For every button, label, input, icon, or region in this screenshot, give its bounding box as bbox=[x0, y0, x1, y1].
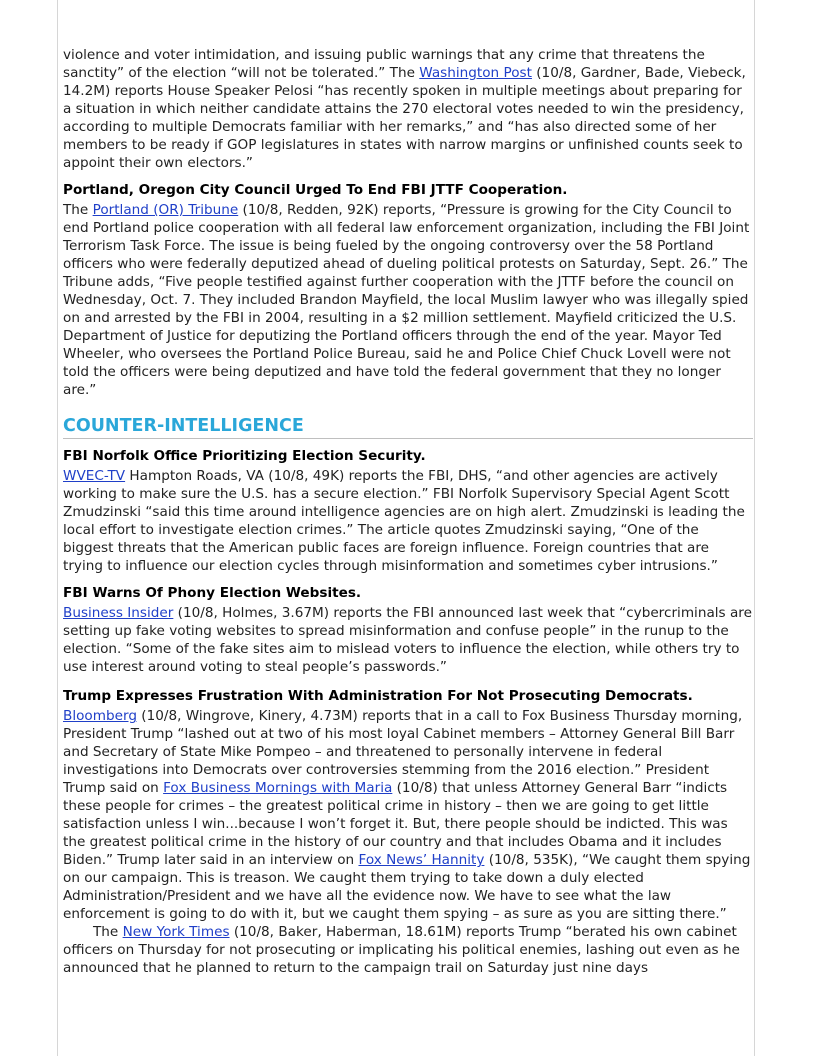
hannity-link[interactable]: Fox News’ Hannity bbox=[358, 852, 485, 868]
document-body bbox=[63, 46, 753, 977]
nyt-paragraph: The New York Times (10/8, Baker, Haberman, 18.61M) reports Trump “berated his own cabinet officers on Thursday for not prosecuting or implicating his political enemies, lashing out even as he announced that he planned to return to the campaign trail on Saturday just nine days bbox=[63, 924, 740, 976]
norfolk-headline: FBI Norfolk Office Prioritizing Election Security. bbox=[63, 448, 426, 464]
trump-headline: Trump Expresses Frustration With Administration For Not Prosecuting Democrats. bbox=[63, 688, 693, 704]
portland-tribune-link[interactable]: Portland (OR) Tribune bbox=[92, 202, 239, 218]
business-insider-link[interactable]: Business Insider bbox=[63, 605, 174, 621]
phony-headline: FBI Warns Of Phony Election Websites. bbox=[63, 585, 362, 601]
section-heading-counter-intelligence: COUNTER-INTELLIGENCE bbox=[63, 415, 753, 439]
fox-business-link[interactable]: Fox Business Mornings with Maria bbox=[163, 780, 393, 796]
norfolk-paragraph: WVEC-TV Hampton Roads, VA (10/8, 49K) reports the FBI, DHS, “and other agencies are actively working to make sure the U.S. has a secure election.” FBI Norfolk Supervisory Special Agent Scott Zmudzinski “said this time around intelligence agencies are on high alert. Zmudzinski is leading the local effort to investigate election crimes.” The article quotes Zmudzinski saying, “One of the biggest threats that the American public faces are foreign influence. Foreign countries that are trying to influence our election cycles through misinformation and sometimes cyber intrusions.” bbox=[63, 468, 745, 574]
intro-paragraph: violence and voter intimidation, and issuing public warnings that any crime that threatens the sanctity” of the election “will not be tolerated.” The Washington Post (10/8, Gardner, Bade, Viebeck, 14.2M) reports House Speaker Pelosi “has recently spoken in multiple meetings about preparing for a situation in which neither candidate attains the 270 electoral votes needed to win the presidency, according to multiple Democrats familiar with her remarks,” and “has also directed some of her members to be ready if GOP legislatures in states with narrow margins or unfinished counts seek to appoint their own electors.” bbox=[63, 47, 746, 171]
washington-post-link[interactable]: Washington Post bbox=[419, 65, 532, 81]
portland-headline: Portland, Oregon City Council Urged To End FBI JTTF Cooperation. bbox=[63, 182, 568, 198]
new-york-times-link[interactable]: New York Times bbox=[122, 924, 230, 940]
phony-paragraph: Business Insider (10/8, Holmes, 3.67M) reports the FBI announced last week that “cybercriminals are setting up fake voting websites to spread misinformation and confuse people” in the runup to the election. “Some of the fake sites aim to mislead voters to influence the election, while others try to use interest around voting to steal people’s passwords.” bbox=[63, 605, 752, 675]
wvec-tv-link[interactable]: WVEC-TV bbox=[63, 468, 126, 484]
portland-paragraph: The Portland (OR) Tribune (10/8, Redden, 92K) reports, “Pressure is growing for the City Council to end Portland police cooperation with all federal law enforcement organization, including the FBI Joint Terrorism Task Force. The issue is being fueled by the ongoing controversy over the 58 Portland officers who were federally deputized ahead of dueling political protests on Saturday, Sept. 26.” The Tribune adds, “Five people testified against further cooperation with the JTTF before the council on Wednesday, Oct. 7. They included Brandon Mayfield, the local Muslim lawyer who was illegally spied on and arrested by the FBI in 2004, resulting in a $2 million settlement. Mayfield criticized the U.S. Department of Justice for deputizing the Portland officers through the end of the year. Mayor Ted Wheeler, who oversees the Portland Police Bureau, said he and Police Chief Chuck Lovell were not told the officers were being deputized and have told the federal government that they no longer are.” bbox=[63, 202, 750, 398]
trump-paragraph: Bloomberg (10/8, Wingrove, Kinery, 4.73M) reports that in a call to Fox Business Thursday morning, President Trump “lashed out at two of his most loyal Cabinet members – Attorney General Bill Barr and Secretary of State Mike Pompeo – and threatened to personally intervene in federal investigations into Democrats over controversies stemming from the 2016 election.” President Trump said on Fox Business Mornings with Maria (10/8) that unless Attorney General Barr “indicts these people for crimes – the greatest political crime in history – then we are going to get little satisfaction unless I win...because I won’t forget it. But, there people should be indicted. This was the greatest political crime in the history of our country and that includes Obama and it includes Biden.” Trump later said in an interview on Fox News’ Hannity (10/8, 535K), “We caught them spying on our campaign. This is treason. We caught them trying to take down a duly elected Administration/President and we have all the evidence now. We have to see what the law enforcement is going to do with it, but we caught them spying – as sure as you are sitting there.” bbox=[63, 708, 751, 922]
bloomberg-link[interactable]: Bloomberg bbox=[63, 708, 137, 724]
